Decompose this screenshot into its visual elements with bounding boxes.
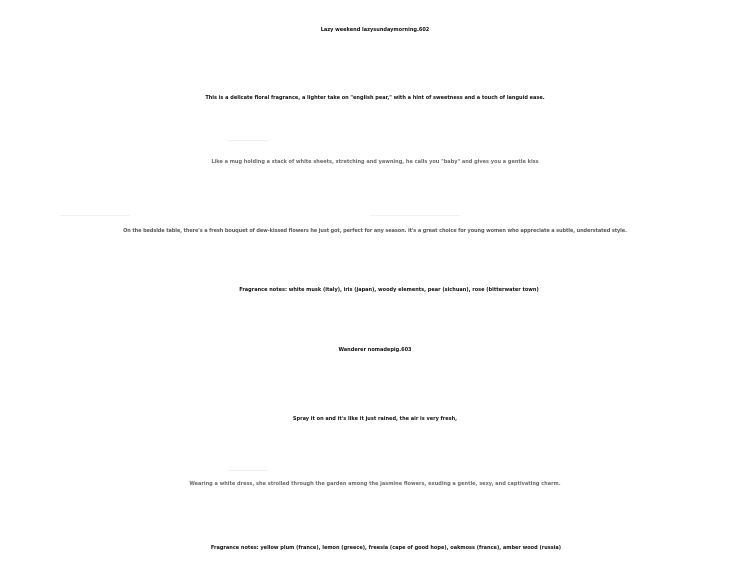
- product-story: Like a mug holding a stack of white sheets, stretching and yawning, he calls you "baby" and gives you a gentle kiss: [211, 159, 539, 165]
- product-title: Lazy weekend lazysundaymorning.602: [320, 27, 430, 33]
- product-description: This is a delicate floral fragrance, a lighter take on "english pear," with a hint of sweetness and a touch of languid ease.: [205, 95, 545, 101]
- product-title: Wanderer nomadepig.603: [338, 347, 412, 353]
- product-story: Wearing a white dress, she strolled through the garden among the jasmine flowers, exuding a gentle, sexy, and captivating charm.: [189, 481, 561, 487]
- fragrance-notes: Fragrance notes: white musk (italy), iris (japan), woody elements, pear (sichuan), rose (bitterwater town): [239, 287, 539, 293]
- faint-divider: [60, 215, 130, 216]
- product-description: Spray it on and it's like it just rained, the air is very fresh,: [292, 416, 458, 422]
- faint-divider: [228, 470, 268, 471]
- faint-divider: [228, 140, 268, 141]
- faint-divider: [370, 215, 460, 216]
- fragrance-notes: Fragrance notes: yellow plum (france), lemon (greece), freesia (cape of good hope), oakmoss (france), amber wood (russia): [210, 545, 562, 551]
- product-detail: On the bedside table, there's a fresh bouquet of dew-kissed flowers he just got, perfect for any season. it's a great choice for young women who appreciate a subtle, understated style.: [123, 228, 627, 234]
